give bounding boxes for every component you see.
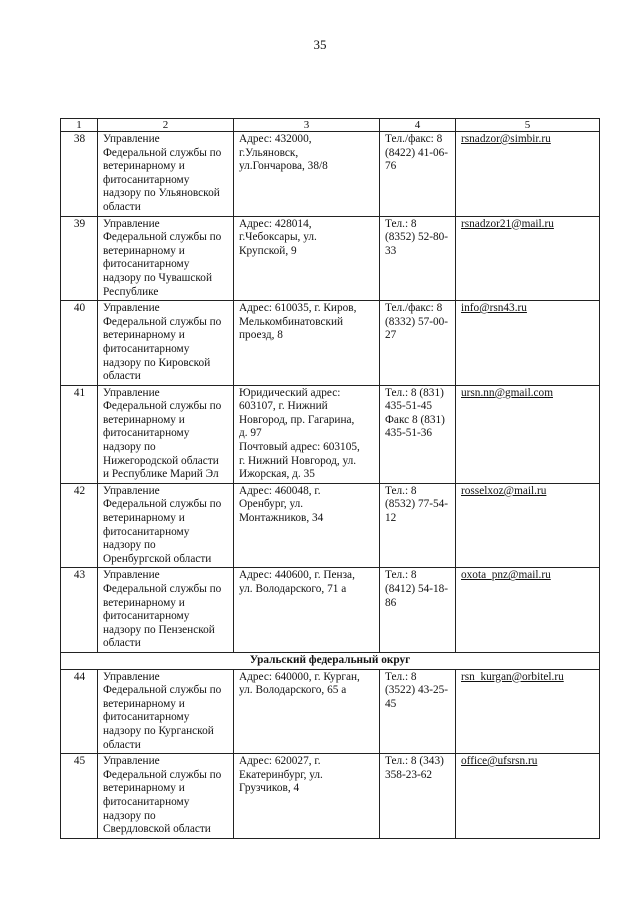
agency-name-line: Федеральной службы по <box>103 583 222 595</box>
district-header-row <box>61 652 600 669</box>
agency-phone-line: (3522) 43-25- <box>385 684 449 697</box>
agency-address-line: Адрес: 440600, г. Пенза, <box>239 569 355 582</box>
agency-name-line: надзору по Чувашской <box>103 271 212 284</box>
agency-phone-line: Тел.: 8 <box>385 217 417 230</box>
agency-email-link[interactable]: rsn_kurgan@orbitel.ru <box>461 670 564 683</box>
agency-phone-line: 435-51-36 <box>385 427 433 440</box>
table-body <box>61 132 600 839</box>
agency-address-line: д. 97 <box>239 427 262 440</box>
row-number: 42 <box>61 483 98 568</box>
agency-name <box>98 568 234 653</box>
agency-name-line: фитосанитарному <box>103 610 190 623</box>
agency-name-line: Федеральной службы по <box>103 768 222 781</box>
agency-email-cell <box>456 301 600 386</box>
agency-address <box>234 216 380 301</box>
agency-address-line: Ижорская, д. 35 <box>239 468 315 481</box>
agency-address <box>234 568 380 653</box>
registry-table <box>60 118 600 839</box>
agency-name-line: надзору по <box>103 441 156 454</box>
column-header: 5 <box>456 119 600 132</box>
agency-phone <box>380 385 456 483</box>
agency-address-line: Адрес: 640000, г. Курган, <box>239 670 360 683</box>
agency-address-line: Новгород, пр. Гагарина, <box>239 413 355 426</box>
agency-name-line: ветеринарному и <box>103 244 185 257</box>
agency-name-line: Федеральной службы по <box>103 498 222 511</box>
agency-email-link[interactable]: rosselxoz@mail.ru <box>461 484 547 497</box>
agency-address-line: ул.Гончарова, 38/8 <box>239 160 328 173</box>
agency-name-line: надзору по Кировской <box>103 356 211 369</box>
table-row <box>61 132 600 217</box>
agency-name-line: ветеринарному и <box>103 329 185 342</box>
agency-address-line: Крупской, 9 <box>239 244 297 257</box>
agency-name <box>98 754 234 839</box>
agency-phone-line: 33 <box>385 244 397 257</box>
agency-name-line: Федеральной службы по <box>103 315 222 328</box>
agency-address-line: Юридический адрес: <box>239 386 341 399</box>
table-row <box>61 483 600 568</box>
agency-phone <box>380 483 456 568</box>
agency-name <box>98 132 234 217</box>
agency-phone-line: (8532) 77-54- <box>385 498 449 511</box>
agency-email-cell <box>456 216 600 301</box>
agency-name-line: области <box>103 200 141 213</box>
agency-email-link[interactable]: rsnadzor21@mail.ru <box>461 217 554 230</box>
agency-name-line: области <box>103 370 141 383</box>
agency-name-line: фитосанитарному <box>103 427 190 440</box>
agency-name-line: Управление <box>103 670 160 683</box>
agency-name-line: надзору по <box>103 539 156 552</box>
agency-address-line: Екатеринбург, ул. <box>239 768 323 781</box>
agency-address-line: Мелькомбинатовский <box>239 315 344 328</box>
agency-name <box>98 216 234 301</box>
district-title: Уральский федеральный округ <box>61 652 600 669</box>
header-row <box>61 119 600 132</box>
row-number: 41 <box>61 385 98 483</box>
agency-email-cell <box>456 132 600 217</box>
agency-phone-line: Тел.: 8 <box>385 569 417 582</box>
agency-email-cell <box>456 483 600 568</box>
agency-name-line: области <box>103 637 141 650</box>
column-header: 2 <box>98 119 234 132</box>
agency-phone-line: Тел./факс: 8 <box>385 133 443 145</box>
agency-name-line: Управление <box>103 386 160 399</box>
agency-name <box>98 385 234 483</box>
agency-email-link[interactable]: rsnadzor@simbir.ru <box>461 133 551 145</box>
agency-name-line: Управление <box>103 133 160 145</box>
agency-phone-line: (8332) 57-00- <box>385 315 449 328</box>
agency-address <box>234 132 380 217</box>
agency-address <box>234 669 380 754</box>
agency-address-line: г.Чебоксары, ул. <box>239 231 317 244</box>
agency-name-line: Нижегородской области <box>103 454 219 467</box>
agency-phone <box>380 754 456 839</box>
agency-name-line: фитосанитарному <box>103 258 190 271</box>
agency-address <box>234 754 380 839</box>
agency-phone-line: 45 <box>385 697 397 710</box>
agency-name-line: Управление <box>103 755 160 768</box>
agency-address-line: проезд, 8 <box>239 329 283 342</box>
column-header: 1 <box>61 119 98 132</box>
agency-phone-line: 12 <box>385 512 397 525</box>
agency-phone-line: 76 <box>385 160 397 173</box>
agency-name-line: Управление <box>103 569 160 582</box>
agency-name-line: фитосанитарному <box>103 342 190 355</box>
agency-name-line: фитосанитарному <box>103 173 190 186</box>
table-row <box>61 568 600 653</box>
agency-name-line: ветеринарному и <box>103 413 185 426</box>
agency-name-line: Оренбургской области <box>103 552 212 565</box>
page-number: 35 <box>313 37 327 52</box>
row-number: 40 <box>61 301 98 386</box>
agency-email-link[interactable]: ursn.nn@gmail.com <box>461 386 553 399</box>
row-number: 44 <box>61 669 98 754</box>
agency-phone-line: Тел.: 8 (343) <box>385 755 444 768</box>
agency-address <box>234 385 380 483</box>
agency-phone-line: (8422) 41-06- <box>385 146 449 159</box>
agency-name-line: ветеринарному и <box>103 160 185 173</box>
agency-phone-line: 358-23-62 <box>385 768 433 781</box>
agency-name-line: Управление <box>103 217 160 230</box>
agency-phone <box>380 568 456 653</box>
agency-name-line: фитосанитарному <box>103 711 190 724</box>
agency-phone <box>380 132 456 217</box>
agency-phone <box>380 669 456 754</box>
agency-email-link[interactable]: oxota_pnz@mail.ru <box>461 569 551 582</box>
agency-name-line: области <box>103 738 141 751</box>
agency-name-line: надзору по Пензенской <box>103 623 215 636</box>
agency-phone <box>380 301 456 386</box>
agency-email-cell <box>456 669 600 754</box>
agency-name-line: ветеринарному и <box>103 596 185 609</box>
agency-name-line: Управление <box>103 484 160 497</box>
agency-name-line: фитосанитарному <box>103 795 190 808</box>
agency-name-line: ветеринарному и <box>103 782 185 795</box>
column-header: 3 <box>234 119 380 132</box>
agency-name-line: надзору по Ульяновской <box>103 187 220 200</box>
agency-name-line: ветеринарному и <box>103 512 185 525</box>
agency-name-line: надзору по <box>103 809 156 822</box>
agency-address-line: Адрес: 620027, г. <box>239 755 321 768</box>
agency-phone-line: (8412) 54-18- <box>385 583 449 595</box>
agency-name-line: Республике <box>103 285 159 298</box>
agency-phone-line: Тел./факс: 8 <box>385 302 443 315</box>
agency-phone-line: Тел.: 8 <box>385 484 417 497</box>
agency-address-line: Адрес: 610035, г. Киров, <box>239 302 357 315</box>
agency-address-line: Адрес: 460048, г. <box>239 484 321 497</box>
agency-address-line: г.Ульяновск, <box>239 146 299 159</box>
agency-address-line: г. Нижний Новгород, ул. <box>239 454 357 467</box>
agency-address <box>234 483 380 568</box>
table-row <box>61 754 600 839</box>
agency-name <box>98 483 234 568</box>
agency-email-cell <box>456 385 600 483</box>
agency-name-line: Федеральной службы по <box>103 146 222 159</box>
agency-phone-line: Тел.: 8 <box>385 670 417 683</box>
agency-phone-line: 27 <box>385 329 397 342</box>
agency-email-cell <box>456 568 600 653</box>
column-header: 4 <box>380 119 456 132</box>
agency-name-line: и Республике Марий Эл <box>103 468 219 481</box>
table-row <box>61 669 600 754</box>
agency-phone-line: (8352) 52-80- <box>385 231 449 244</box>
agency-name-line: ветеринарному и <box>103 697 185 710</box>
agency-address-line: Грузчиков, 4 <box>239 782 300 795</box>
agency-email-cell <box>456 754 600 839</box>
agency-name-line: Свердловской области <box>103 823 211 836</box>
agency-name-line: Федеральной службы по <box>103 231 222 244</box>
agency-name <box>98 301 234 386</box>
agency-address-line: Монтажников, 34 <box>239 512 324 525</box>
row-number: 43 <box>61 568 98 653</box>
agency-name-line: Федеральной службы по <box>103 684 222 697</box>
table-row <box>61 385 600 483</box>
agency-address-line: Адрес: 428014, <box>239 217 312 230</box>
agency-email-link[interactable]: office@ufsrsn.ru <box>461 755 538 768</box>
row-number: 39 <box>61 216 98 301</box>
agency-address-line: 603107, г. Нижний <box>239 400 328 413</box>
agency-address-line: Адрес: 432000, <box>239 133 312 145</box>
agency-name <box>98 669 234 754</box>
row-number: 45 <box>61 754 98 839</box>
agency-phone-line: 435-51-45 <box>385 400 433 413</box>
table-row <box>61 301 600 386</box>
agency-address <box>234 301 380 386</box>
agency-address-line: ул. Володарского, 65 а <box>239 684 347 697</box>
agency-name-line: Федеральной службы по <box>103 400 222 413</box>
agency-address-line: Почтовый адрес: 603105, <box>239 441 360 454</box>
agency-address-line: Оренбург, ул. <box>239 498 304 511</box>
agency-name-line: надзору по Курганской <box>103 724 214 737</box>
agency-phone-line: Факс 8 (831) <box>385 413 445 426</box>
table-row <box>61 216 600 301</box>
agency-name-line: фитосанитарному <box>103 525 190 538</box>
agency-phone-line: 86 <box>385 596 397 609</box>
agency-name-line: Управление <box>103 302 160 315</box>
agency-phone-line: Тел.: 8 (831) <box>385 386 444 399</box>
agency-address-line: ул. Володарского, 71 а <box>239 583 347 595</box>
agency-email-link[interactable]: info@rsn43.ru <box>461 302 527 315</box>
agency-phone <box>380 216 456 301</box>
row-number: 38 <box>61 132 98 217</box>
